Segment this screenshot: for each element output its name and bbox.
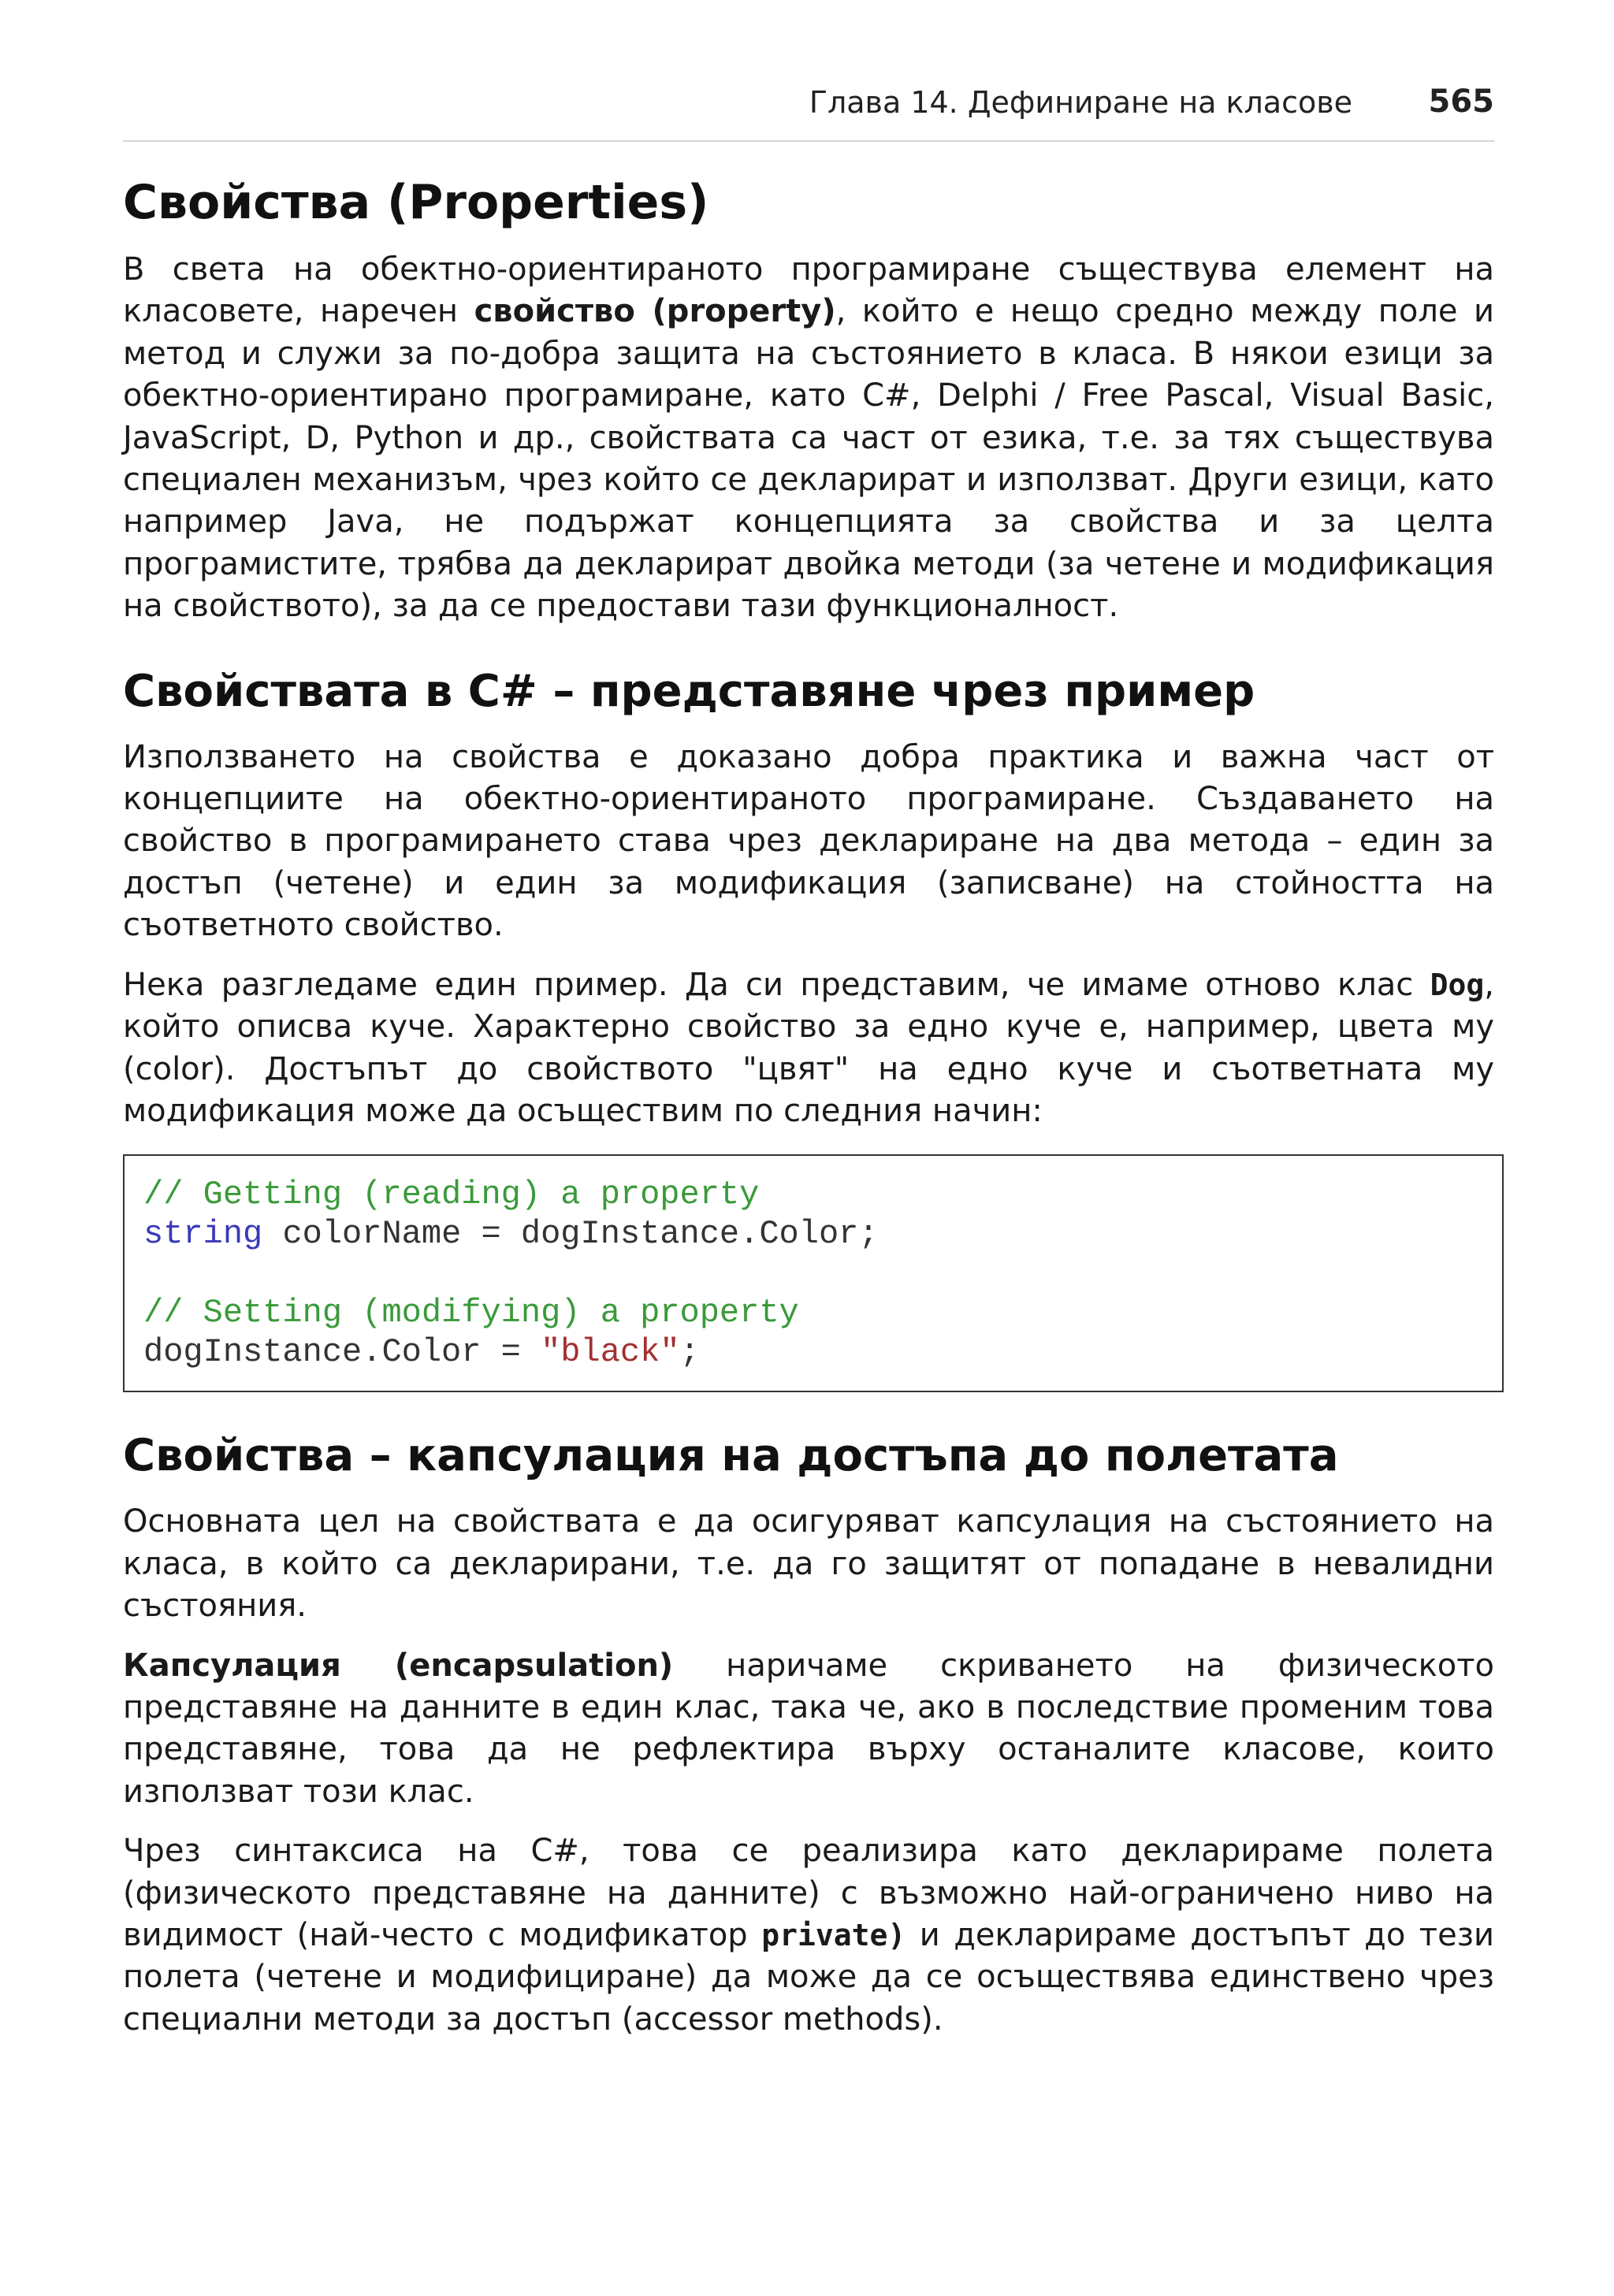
- paragraph-encapsulation-goal: Основната цел на свойствата е да осигуряват капсулация на състоянието на класа, в който са декларирани, т.е. да го защитят от попадане в невалидни състояния.: [123, 1503, 1494, 1625]
- code-text: dogInstance.Color =: [143, 1333, 541, 1372]
- page-number: 565: [1428, 84, 1494, 120]
- text-run: , който описва куче. Характерно свойство за едно куче е, например, цвета му (color). Достъпът до свойството "цвят" на едно куче и съответната му модификация може да осъществим по следния начин:: [123, 966, 1494, 1129]
- text-run: В света на обектно-ориентираното програмиране съществува елемент на класовете, наречен: [123, 251, 1494, 330]
- heading-encapsulation: Свойства – капсулация на достъпа до полетата: [123, 1430, 1339, 1482]
- text-run: и декларираме достъпът до тези полета (четене и модифициране) да може да се осъществява единствено чрез специални методи за достъп (accessor methods).: [123, 1916, 1494, 2038]
- paragraph-properties-practice: Използването на свойства е доказано добра практика и важна част от концепциите на обектно-ориентираното програмиране. Създаването на свойство в програмирането става чрез деклариране на два метода – един за достъп (четене) и един за модификация (записване) на стойността на съответното свойство.: [123, 738, 1494, 944]
- code-text: ;: [679, 1333, 700, 1372]
- inline-code-dog: Dog: [1430, 967, 1485, 1002]
- page-content: [123, 172, 1494, 2058]
- chapter-title: Глава 14. Дефиниране на класове: [809, 85, 1352, 120]
- paragraph-dog-example: [123, 964, 1494, 1133]
- heading-properties: Свойства (Properties): [123, 175, 709, 230]
- code-line-2: [143, 1214, 1483, 1254]
- code-keyword: string: [143, 1215, 263, 1254]
- bold-term-property: свойство (property): [474, 293, 836, 330]
- code-comment: // Setting (modifying) a property: [143, 1294, 799, 1332]
- code-text: colorName = dogInstance.Color;: [262, 1215, 879, 1254]
- running-header: [123, 79, 1494, 142]
- paragraph-encapsulation-definition: [123, 1645, 1494, 1814]
- code-line-1: [143, 1175, 1483, 1214]
- text-run: Нека разгледаме един пример. Да си представим, че имаме отново клас: [123, 966, 1430, 1003]
- heading-csharp-example: Свойствата в C# – представяне чрез пример: [123, 665, 1255, 717]
- paragraph-encapsulation-syntax: [123, 1830, 1494, 2041]
- code-block: [123, 1154, 1504, 1392]
- code-line-5: [143, 1332, 1483, 1372]
- code-comment: // Getting (reading) a property: [143, 1176, 760, 1214]
- code-string: "black": [541, 1333, 680, 1372]
- text-run: Чрез синтаксиса на C#, това се реализира като декларираме полета (физическото представяне на данните) с възможно най-ограничено ниво на видимост (най-често с модификатор: [123, 1833, 1494, 1953]
- paragraph-properties-intro: [123, 249, 1494, 628]
- code-line-4: [143, 1293, 1483, 1332]
- inline-code-private: private): [761, 1917, 906, 1952]
- code-line-blank: [143, 1254, 1483, 1293]
- text-run: наричаме скриването на физическото представяне на данните в един клас, така че, ако в последствие променим това представяне, това да не рефлектира върху останалите класове, които използват този клас.: [123, 1647, 1494, 1810]
- bold-term-encapsulation: Капсулация (encapsulation): [123, 1647, 674, 1684]
- text-run: , който е нещо средно между поле и метод и служи за по-добра защита на състоянието в класа. В някои езици за обектно-ориентирано програмиране, като C#, Delphi / Free Pascal, Visual Basic, JavaScript, D, Python и др., свойствата са част от езика, т.е. за тях съществува специален механизъм, чрез който се декларират и използват. Други езици, като например Java, не подържат концепцията за свойства и за целта програмистите, трябва да декларират двойка методи (за четене и модификация на свойството), за да се предостави тази функционалност.: [123, 293, 1495, 625]
